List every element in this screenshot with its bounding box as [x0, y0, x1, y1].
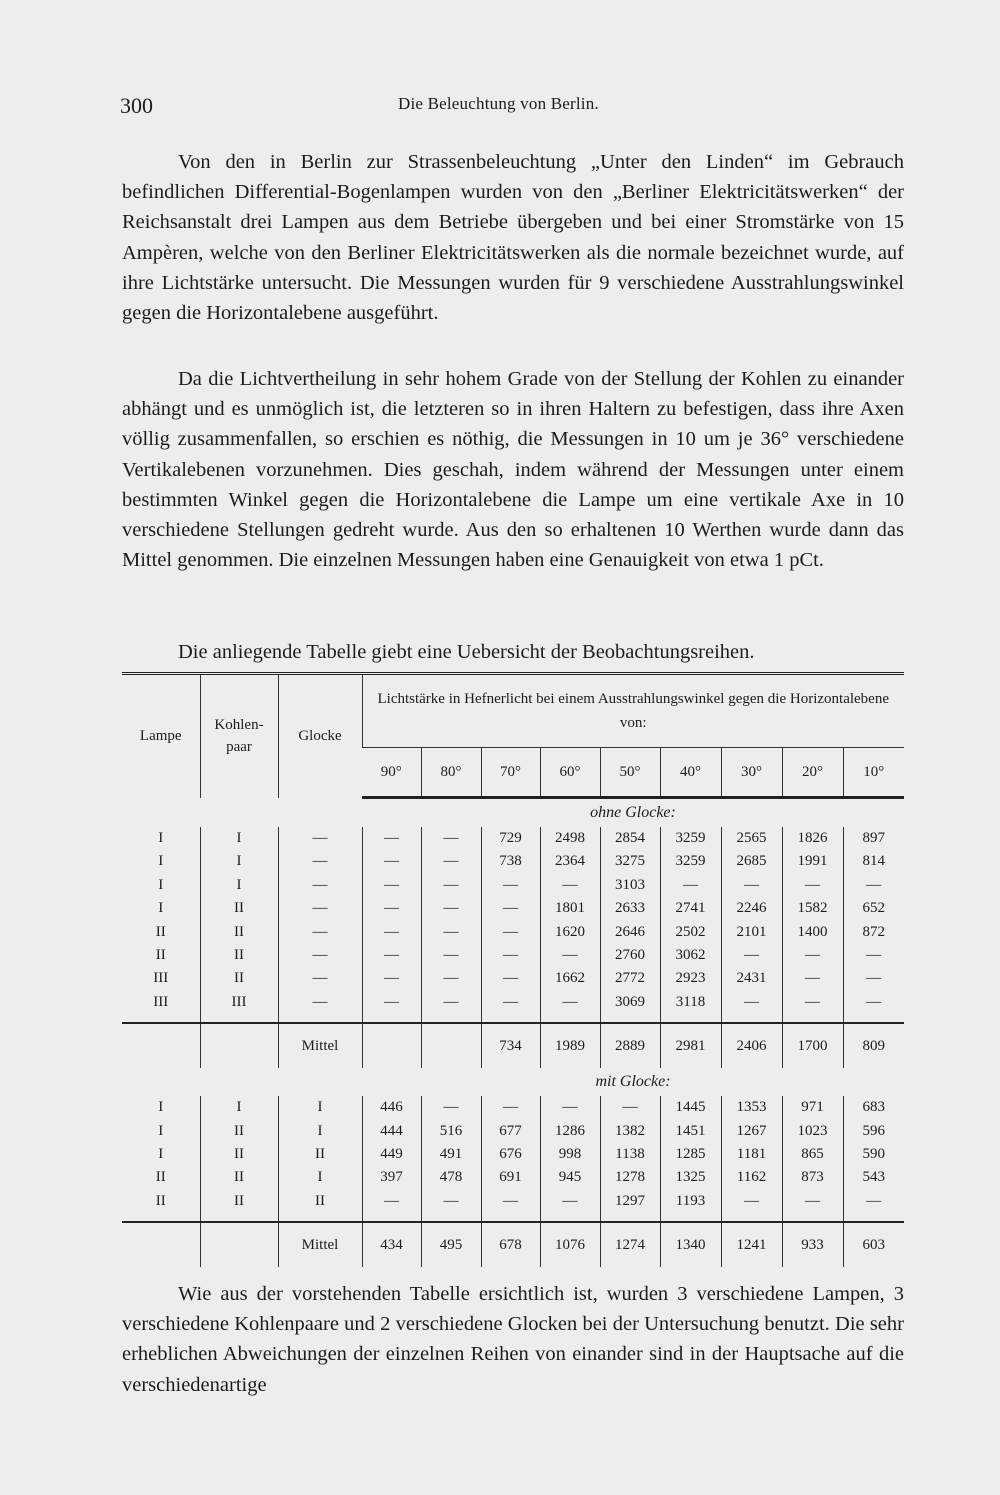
- table-cell: 596: [843, 1120, 904, 1143]
- table-cell: —: [421, 991, 481, 1014]
- table-cell: —: [782, 991, 843, 1014]
- angle-header-4: 60°: [540, 748, 600, 798]
- paragraph-2-text: Da die Lichtvertheilung in sehr hohem Grade von der Stellung der Kohlen zu einander abhängt und es unmöglich ist, die letzteren so in ihren Haltern zu befestigen, dass ihre Axen völlig zusammenfallen, so erschien es nöthig, die Messungen in 10 um je 36° verschiedene Vertikalebenen vorzunehmen. Dies geschah, indem während der Messungen unter einem bestimmten Winkel gegen die Horizontalebene die Lampe um eine vertikale Axe in 10 verschiedene Stellungen gedreht wurde. Aus den so erhaltenen 10 Werthen wurde dann das Mittel genommen. Die einzelnen Messungen haben eine Genauigkeit von etwa 1 pCt.: [122, 368, 904, 572]
- table-cell: —: [421, 897, 481, 920]
- table-cell: 1400: [782, 921, 843, 944]
- table-cell: II: [200, 1190, 278, 1213]
- table-cell: 1325: [660, 1166, 721, 1189]
- table-cell: I: [200, 827, 278, 850]
- mittel-cell: 2981: [660, 1023, 721, 1068]
- mittel-cell: [362, 1023, 421, 1068]
- mittel-cell: 603: [843, 1222, 904, 1267]
- section-spacer: [122, 1068, 362, 1096]
- table-cell: II: [155, 923, 166, 940]
- table-cell: 1181: [721, 1143, 782, 1166]
- mittel-cell: 1989: [540, 1023, 600, 1068]
- table-cell: II: [200, 967, 278, 990]
- angle-header-6: 40°: [660, 748, 721, 798]
- table-cell: 397: [362, 1166, 421, 1189]
- table-cell: 873: [782, 1166, 843, 1189]
- table-cell: 814: [843, 850, 904, 873]
- table-cell: —: [421, 874, 481, 897]
- spacer-cell: [200, 1014, 278, 1023]
- table-cell: —: [843, 991, 904, 1014]
- spacer-cell: [600, 1014, 660, 1023]
- spacer-cell: [278, 1014, 362, 1023]
- mittel-cell: [421, 1023, 481, 1068]
- table-cell: 3275: [600, 850, 660, 873]
- table-cell: I: [278, 1120, 362, 1143]
- table-cell: —: [721, 1190, 782, 1213]
- table-cell: 2431: [721, 967, 782, 990]
- angle-header-1: 90°: [362, 748, 421, 798]
- table-cell: —: [421, 944, 481, 967]
- mittel-cell: [122, 1023, 200, 1068]
- table-cell: 683: [843, 1096, 904, 1119]
- table-cell: —: [278, 827, 362, 850]
- paragraph-2: [122, 364, 904, 575]
- table-cell: II: [200, 1143, 278, 1166]
- table-row: [122, 1096, 904, 1119]
- spacer-cell: [200, 1213, 278, 1222]
- table-cell: I: [158, 876, 164, 893]
- spacer-cell: [721, 1014, 782, 1023]
- section-row: [122, 798, 904, 828]
- table-cell: —: [540, 944, 600, 967]
- table-cell: —: [362, 850, 421, 873]
- table-cell: 3118: [660, 991, 721, 1014]
- table-cell: —: [362, 874, 421, 897]
- table-cell: 2772: [600, 967, 660, 990]
- table-cell: I: [200, 850, 278, 873]
- table-cell: 2502: [660, 921, 721, 944]
- spacer-cell: [540, 1014, 600, 1023]
- table-cell: I: [158, 1099, 164, 1116]
- table-cell: I: [158, 900, 164, 917]
- section-title: mit Glocke:: [595, 1073, 671, 1091]
- table-cell: 1278: [600, 1166, 660, 1189]
- spacer-cell: [600, 1213, 660, 1222]
- table-cell: —: [782, 944, 843, 967]
- table-cell: —: [721, 944, 782, 967]
- table-cell: 652: [843, 897, 904, 920]
- table-cell: 872: [843, 921, 904, 944]
- table-cell: 2854: [600, 827, 660, 850]
- paragraph-3: [122, 637, 904, 667]
- mittel-cell: 434: [362, 1222, 421, 1267]
- spacer-cell: [843, 1014, 904, 1023]
- table-cell: 444: [362, 1120, 421, 1143]
- table-cell: II: [200, 921, 278, 944]
- table-cell: —: [782, 1190, 843, 1213]
- table-cell: —: [481, 991, 540, 1014]
- mittel-cell: [122, 1222, 200, 1267]
- table-cell: 2565: [721, 827, 782, 850]
- table-cell: 1267: [721, 1120, 782, 1143]
- table-cell: —: [600, 1096, 660, 1119]
- table-row: [122, 850, 904, 873]
- table-cell: —: [721, 874, 782, 897]
- mittel-cell: 1076: [540, 1222, 600, 1267]
- table-cell: —: [362, 827, 421, 850]
- spacer-cell: [481, 1014, 540, 1023]
- table-cell: 1445: [660, 1096, 721, 1119]
- table-cell: 1826: [782, 827, 843, 850]
- table-cell: 738: [481, 850, 540, 873]
- table-cell: 590: [843, 1143, 904, 1166]
- table-cell: —: [660, 874, 721, 897]
- table-cell: 1451: [660, 1120, 721, 1143]
- spacer-cell: [721, 1213, 782, 1222]
- angle-header-7: 30°: [721, 748, 782, 798]
- col-header-lichtstaerke: Lichtstärke in Hefnerlicht bei einem Ausstrahlungswinkel gegen die Horizontalebene von:: [362, 674, 904, 748]
- table-row: [122, 921, 904, 944]
- table-cell: 691: [481, 1166, 540, 1189]
- table-cell: 2364: [540, 850, 600, 873]
- table-spacer-row: [122, 1014, 904, 1023]
- spacer-cell: [362, 1213, 421, 1222]
- spacer-cell: [540, 1213, 600, 1222]
- table-row: [122, 991, 904, 1014]
- table-cell: I: [158, 830, 164, 846]
- mittel-cell: 495: [421, 1222, 481, 1267]
- table-cell: —: [843, 967, 904, 990]
- measurement-table: [122, 672, 904, 1267]
- table-cell: —: [278, 921, 362, 944]
- spacer-cell: [122, 1014, 200, 1023]
- table-cell: II: [278, 1190, 362, 1213]
- table-row: [122, 1120, 904, 1143]
- table-cell: —: [421, 1190, 481, 1213]
- table-cell: 491: [421, 1143, 481, 1166]
- table-cell: —: [481, 967, 540, 990]
- spacer-cell: [660, 1213, 721, 1222]
- table-cell: I: [200, 1096, 278, 1119]
- table-cell: 1353: [721, 1096, 782, 1119]
- table-cell: —: [421, 827, 481, 850]
- section-spacer: [122, 798, 362, 828]
- table-cell: —: [421, 850, 481, 873]
- spacer-cell: [362, 1014, 421, 1023]
- table-cell: 2246: [721, 897, 782, 920]
- table-cell: —: [481, 1096, 540, 1119]
- table-row: [122, 874, 904, 897]
- table-cell: 1285: [660, 1143, 721, 1166]
- table-cell: —: [362, 967, 421, 990]
- table-cell: 3259: [660, 827, 721, 850]
- table-row: [122, 1143, 904, 1166]
- mittel-row: [122, 1023, 904, 1068]
- angle-header-3: 70°: [481, 748, 540, 798]
- table-cell: 1023: [782, 1120, 843, 1143]
- section-title: ohne Glocke:: [590, 804, 676, 821]
- table-cell: II: [155, 1192, 166, 1209]
- table-cell: I: [278, 1166, 362, 1189]
- spacer-cell: [122, 1213, 200, 1222]
- table-cell: 1138: [600, 1143, 660, 1166]
- col-header-lampe: Lampe: [122, 674, 200, 798]
- mittel-cell: 2406: [721, 1023, 782, 1068]
- table-cell: 2101: [721, 921, 782, 944]
- table-cell: 676: [481, 1143, 540, 1166]
- table-cell: —: [481, 897, 540, 920]
- table-cell: III: [153, 970, 169, 987]
- table-cell: 2498: [540, 827, 600, 850]
- table-cell: —: [278, 967, 362, 990]
- table-cell: —: [362, 1190, 421, 1213]
- table-cell: II: [278, 1143, 362, 1166]
- table-spacer-row: [122, 1213, 904, 1222]
- angle-header-8: 20°: [782, 748, 843, 798]
- table-cell: 998: [540, 1143, 600, 1166]
- table-cell: 2923: [660, 967, 721, 990]
- table-cell: —: [481, 921, 540, 944]
- table-row: [122, 1190, 904, 1213]
- col-header-glocke: Glocke: [278, 674, 362, 798]
- table-cell: 2760: [600, 944, 660, 967]
- table-cell: —: [540, 874, 600, 897]
- table-cell: 1801: [540, 897, 600, 920]
- table-cell: 677: [481, 1120, 540, 1143]
- table-cell: 897: [843, 827, 904, 850]
- table-cell: —: [278, 897, 362, 920]
- table-cell: I: [158, 1146, 164, 1163]
- page-number: 300: [120, 93, 153, 118]
- spacer-cell: [278, 1213, 362, 1222]
- spacer-cell: [421, 1213, 481, 1222]
- table-cell: 3103: [600, 874, 660, 897]
- table-cell: —: [481, 944, 540, 967]
- table-cell: 3062: [660, 944, 721, 967]
- angle-header-2: 80°: [421, 748, 481, 798]
- table-row: [122, 827, 904, 850]
- table-cell: 945: [540, 1166, 600, 1189]
- table-cell: I: [278, 1096, 362, 1119]
- table-cell: 1620: [540, 921, 600, 944]
- table-cell: —: [843, 874, 904, 897]
- table-cell: I: [200, 874, 278, 897]
- table-cell: 2685: [721, 850, 782, 873]
- table-cell: 543: [843, 1166, 904, 1189]
- table-cell: —: [362, 897, 421, 920]
- table-cell: —: [421, 967, 481, 990]
- spacer-cell: [660, 1014, 721, 1023]
- table-cell: II: [155, 947, 166, 964]
- mittel-cell: 1340: [660, 1222, 721, 1267]
- table-cell: II: [200, 897, 278, 920]
- table-cell: 2741: [660, 897, 721, 920]
- mittel-cell: 2889: [600, 1023, 660, 1068]
- table-cell: 1297: [600, 1190, 660, 1213]
- angle-header-9: 10°: [843, 748, 904, 798]
- table-cell: —: [843, 1190, 904, 1213]
- table-cell: 446: [362, 1096, 421, 1119]
- table-cell: —: [782, 874, 843, 897]
- mittel-cell: [200, 1222, 278, 1267]
- table-cell: —: [362, 991, 421, 1014]
- table-row: [122, 944, 904, 967]
- table-cell: 516: [421, 1120, 481, 1143]
- table-cell: 1991: [782, 850, 843, 873]
- table-cell: —: [278, 874, 362, 897]
- table-cell: I: [158, 1122, 164, 1139]
- spacer-cell: [782, 1213, 843, 1222]
- table-cell: —: [481, 1190, 540, 1213]
- table-cell: —: [278, 944, 362, 967]
- table-cell: II: [200, 1166, 278, 1189]
- mittel-cell: Mittel: [278, 1023, 362, 1068]
- table-cell: II: [200, 1120, 278, 1143]
- table-body: [122, 798, 904, 1268]
- section-row: [122, 1068, 904, 1096]
- spacer-cell: [843, 1213, 904, 1222]
- paragraph-1: [122, 147, 904, 328]
- spacer-cell: [481, 1213, 540, 1222]
- running-title: Die Beleuchtung von Berlin.: [398, 94, 599, 113]
- paragraph-4-text: Wie aus der vorstehenden Tabelle ersichtlich ist, wurden 3 verschiedene Lampen, 3 verschiedene Kohlenpaare und 2 verschiedene Glocken bei der Untersuchung benutzt. Die sehr erheblichen Abweichungen der einzelnen Reihen von einander sind in der Hauptsache auf die verschiedenartige: [122, 1283, 904, 1396]
- table-cell: 1382: [600, 1120, 660, 1143]
- table-cell: —: [362, 921, 421, 944]
- angle-header-5: 50°: [600, 748, 660, 798]
- table-row: [122, 1166, 904, 1189]
- table-cell: III: [153, 993, 169, 1010]
- table-cell: —: [540, 991, 600, 1014]
- mittel-row: [122, 1222, 904, 1267]
- table-cell: 729: [481, 827, 540, 850]
- mittel-cell: 809: [843, 1023, 904, 1068]
- table-cell: 1162: [721, 1166, 782, 1189]
- table-cell: I: [158, 853, 164, 870]
- table-cell: —: [421, 921, 481, 944]
- table-cell: 3259: [660, 850, 721, 873]
- mittel-cell: 1241: [721, 1222, 782, 1267]
- mittel-cell: Mittel: [278, 1222, 362, 1267]
- table-cell: 865: [782, 1143, 843, 1166]
- table-cell: —: [782, 967, 843, 990]
- mittel-cell: 678: [481, 1222, 540, 1267]
- table-cell: —: [421, 1096, 481, 1119]
- mittel-cell: 933: [782, 1222, 843, 1267]
- mittel-cell: [200, 1023, 278, 1068]
- table-cell: —: [843, 944, 904, 967]
- mittel-cell: 1700: [782, 1023, 843, 1068]
- table-cell: 1193: [660, 1190, 721, 1213]
- table-cell: —: [481, 874, 540, 897]
- mittel-cell: 734: [481, 1023, 540, 1068]
- table-cell: 2633: [600, 897, 660, 920]
- table-cell: —: [540, 1096, 600, 1119]
- table-cell: 1582: [782, 897, 843, 920]
- table-cell: 1662: [540, 967, 600, 990]
- paragraph-4: [122, 1279, 904, 1400]
- table-cell: III: [200, 991, 278, 1014]
- table-row: [122, 967, 904, 990]
- spacer-cell: [782, 1014, 843, 1023]
- table-cell: 449: [362, 1143, 421, 1166]
- table-cell: —: [362, 944, 421, 967]
- table-row: [122, 897, 904, 920]
- table-cell: —: [278, 991, 362, 1014]
- table-cell: 2646: [600, 921, 660, 944]
- mittel-cell: 1274: [600, 1222, 660, 1267]
- table-cell: 971: [782, 1096, 843, 1119]
- spacer-cell: [421, 1014, 481, 1023]
- table-cell: 478: [421, 1166, 481, 1189]
- table-cell: —: [278, 850, 362, 873]
- table-cell: —: [721, 991, 782, 1014]
- col-header-kohlenpaar: Kohlen-paar: [200, 674, 278, 798]
- table-cell: II: [200, 944, 278, 967]
- paragraph-3-text: Die anliegende Tabelle giebt eine Uebersicht der Beobachtungsreihen.: [178, 641, 755, 663]
- table-cell: 1286: [540, 1120, 600, 1143]
- paragraph-1-text: Von den in Berlin zur Strassenbeleuchtung „Unter den Linden“ im Gebrauch befindlichen Differential-Bogenlampen wurden von den „Berliner Elektricitätswerken“ der Reichsanstalt drei Lampen aus dem Betriebe übergeben und bei einer Stromstärke von 15 Ampèren, welche von den Berliner Elektricitätswerken als die normale bezeichnet wurde, auf ihre Lichtstärke untersucht. Die Messungen wurden für 9 verschiedene Ausstrahlungswinkel gegen die Horizontalebene ausgeführt.: [122, 151, 904, 325]
- table-cell: —: [540, 1190, 600, 1213]
- table-cell: 3069: [600, 991, 660, 1014]
- table-cell: II: [155, 1169, 166, 1186]
